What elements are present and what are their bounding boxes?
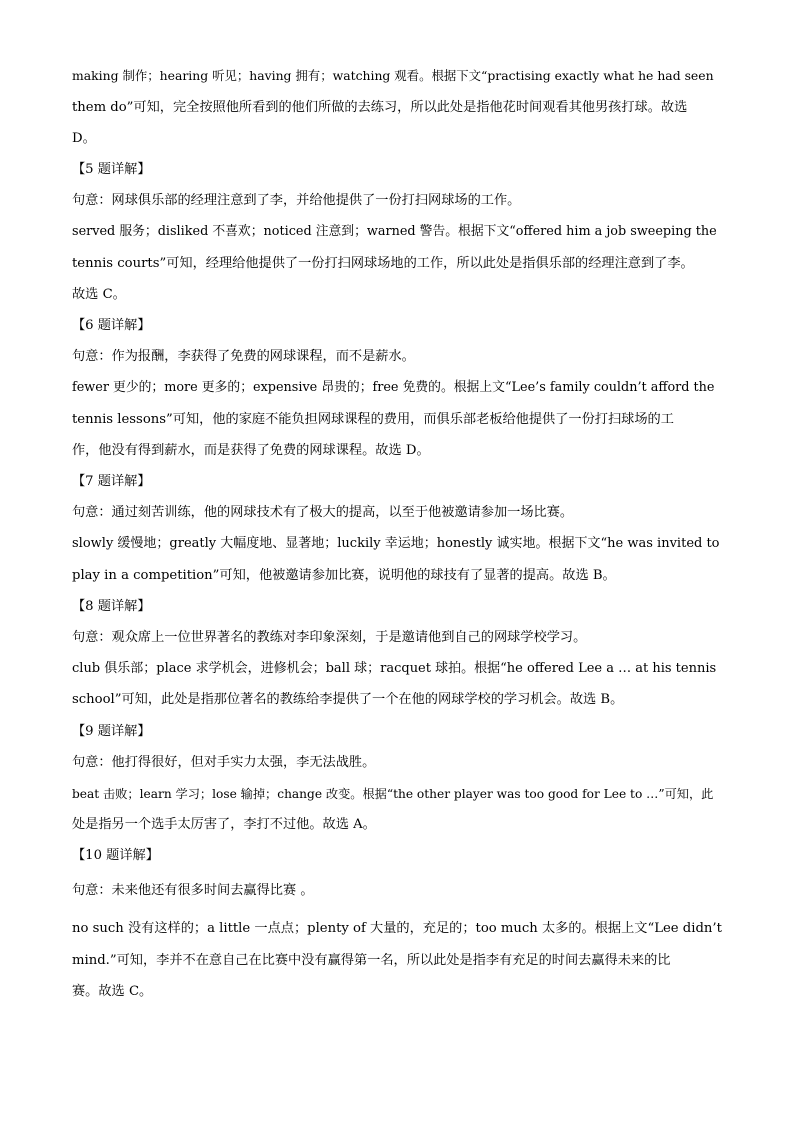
sentence-meaning: 句意：通过刻苦训练，他的网球技术有了极大的提高，以至于他被邀请参加一场比赛。 xyxy=(72,505,574,520)
sentence-meaning: 句意：未来他还有很多时间去赢得比赛 。 xyxy=(72,883,314,898)
section-heading: 【8 题详解】 xyxy=(72,599,151,614)
text-line: 作，他没有得到薪水，而是获得了免费的网球课程。故选 D。 xyxy=(72,443,430,458)
text-line: mind.”可知，李并不在意自己在比赛中没有赢得第一名，所以此处是指李有充足的时间去赢得未来的比 xyxy=(72,953,671,968)
sentence-meaning: 句意：作为报酬，李获得了免费的网球课程，而不是薪水。 xyxy=(72,349,415,364)
section-heading: 【7 题详解】 xyxy=(72,474,151,489)
text-line: 赛。故选 C。 xyxy=(72,984,153,999)
text-line: tennis lessons”可知，他的家庭不能负担网球课程的费用，而俱乐部老板给他提供了一份打扫球场的工 xyxy=(72,412,674,427)
text-line: club 俱乐部；place 求学机会，进修机会；ball 球；racquet 球拍。根据“he offered Lee a … at his tennis xyxy=(72,661,717,676)
text-line: served 服务；disliked 不喜欢；noticed 注意到；warned 警告。根据下文“offered him a job sweeping the xyxy=(72,224,717,239)
text-line: school”可知，此处是指那位著名的教练给李提供了一个在他的网球学校的学习机会。故选 B。 xyxy=(72,692,624,707)
text-line: play in a competition”可知，他被邀请参加比赛，说明他的球技有了显著的提高。故选 B。 xyxy=(72,568,616,583)
sentence-meaning: 句意：观众席上一位世界著名的教练对李印象深刻，于是邀请他到自己的网球学校学习。 xyxy=(72,630,587,645)
text-line: 故选 C。 xyxy=(72,287,126,302)
text-line: beat 击败；learn 学习；lose 输掉；change 改变。根据“the other player was too good for Lee to …”可知，此 xyxy=(72,787,714,801)
text-line: 处是指另一个选手太厉害了，李打不过他。故选 A。 xyxy=(72,817,376,832)
section-heading: 【5 题详解】 xyxy=(72,162,151,177)
sentence-meaning: 句意：他打得很好，但对手实力太强，李无法战胜。 xyxy=(72,755,376,770)
text-line: slowly 缓慢地；greatly 大幅度地、显著地；luckily 幸运地；honestly 诚实地。根据下文“he was invited to xyxy=(72,536,720,551)
sentence-meaning: 句意：网球俱乐部的经理注意到了李，并给他提供了一份打扫网球场的工作。 xyxy=(72,193,521,208)
text-line: making 制作；hearing 听见；having 拥有；watching 观看。根据下文“practising exactly what he had seen xyxy=(72,68,714,83)
text-line: tennis courts”可知，经理给他提供了一份打扫网球场地的工作，所以此处是指俱乐部的经理注意到了李。 xyxy=(72,256,694,271)
section-heading: 【6 题详解】 xyxy=(72,318,151,333)
text-line: them do”可知，完全按照他所看到的他们所做的去练习，所以此处是指他花时间观看其他男孩打球。故选 xyxy=(72,100,688,115)
text-line: fewer 更少的；more 更多的；expensive 昂贵的；free 免费的。根据上文“Lee’s family couldn’t afford the xyxy=(72,380,715,395)
section-heading: 【9 题详解】 xyxy=(72,724,151,739)
text-line: no such 没有这样的；a little 一点点；plenty of 大量的，充足的；too much 太多的。根据上文“Lee didn’t xyxy=(72,921,722,936)
section-heading: 【10 题详解】 xyxy=(72,848,159,863)
text-line: D。 xyxy=(72,131,96,146)
